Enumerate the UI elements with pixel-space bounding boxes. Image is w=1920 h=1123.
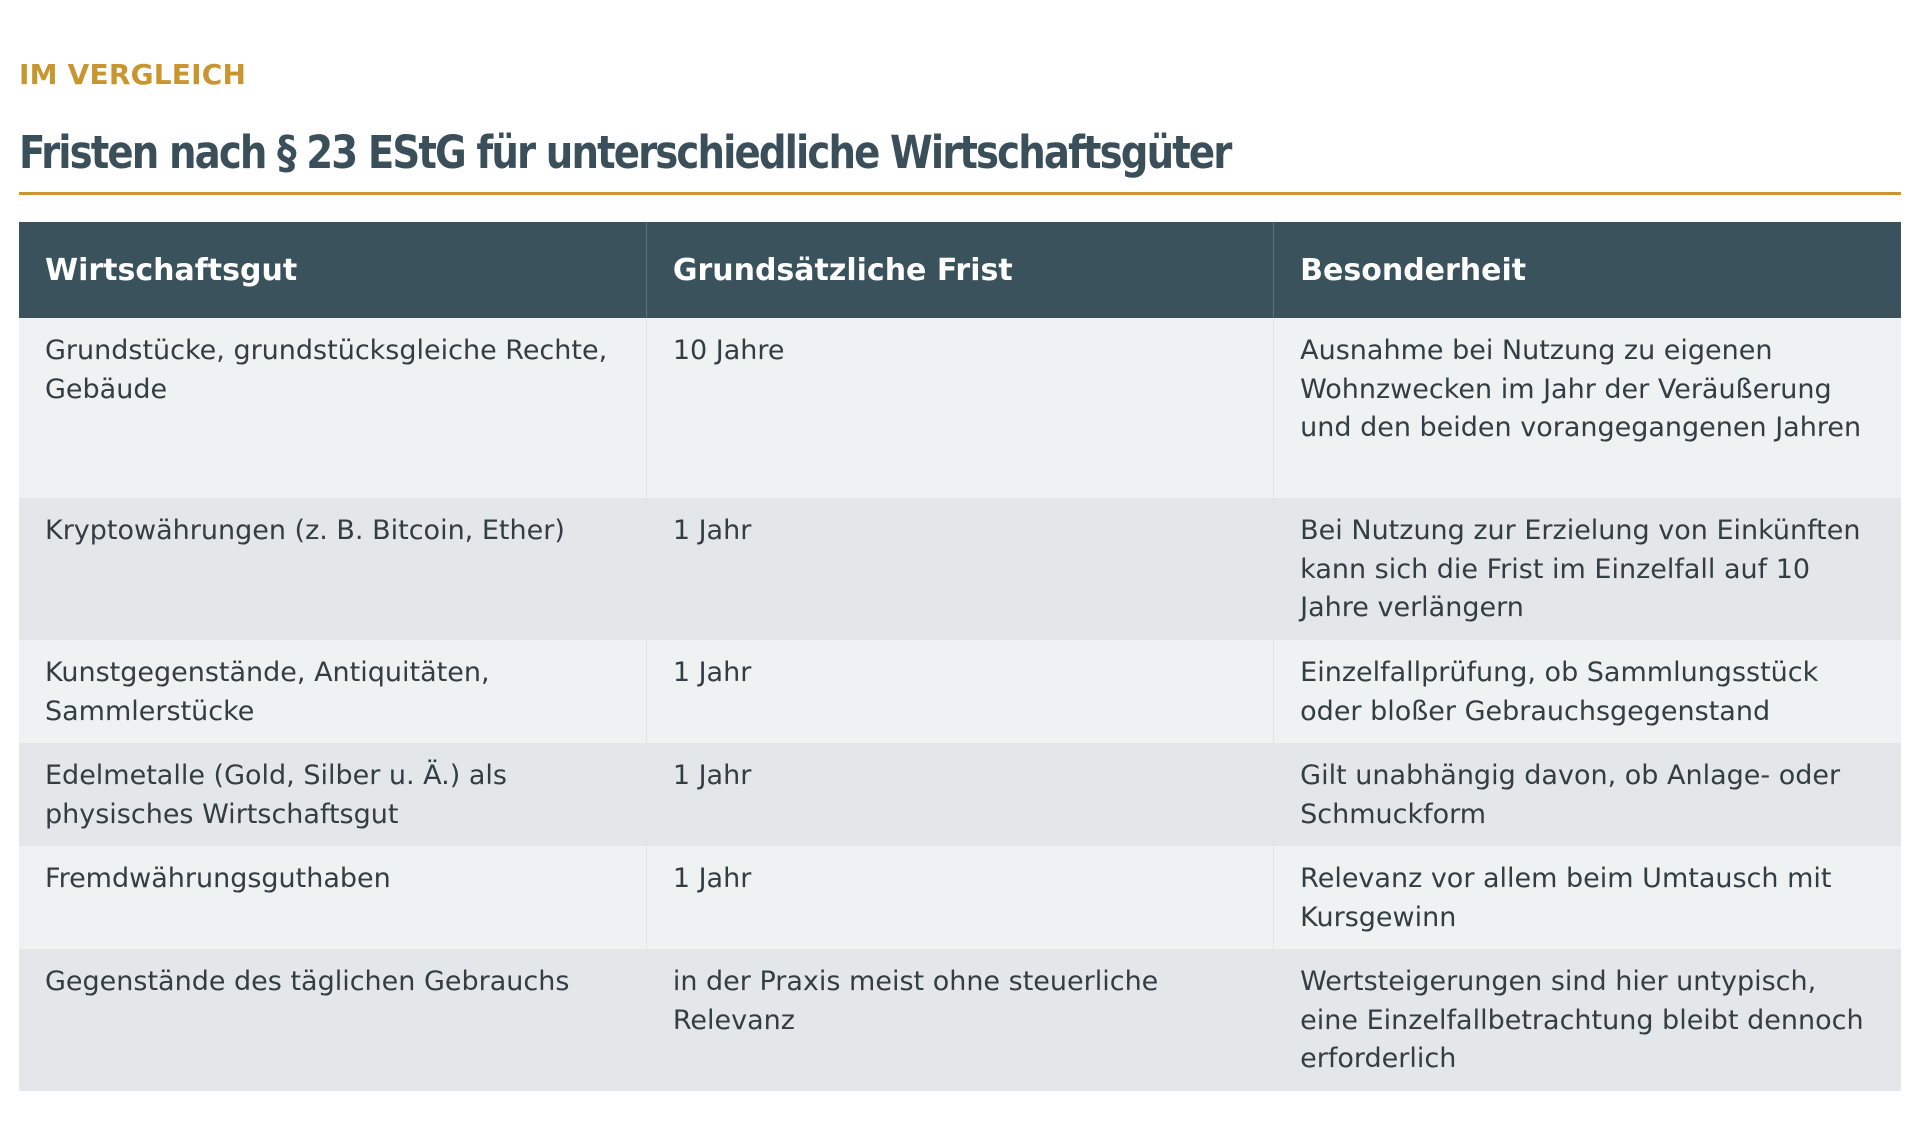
table-row [19, 498, 1901, 640]
cell-wirtschaftsgut: Gegenstände des täglichen Gebrauchs [19, 949, 646, 1091]
cell-frist: in der Praxis meist ohne steuerliche Relevanz [646, 949, 1273, 1091]
column-header-wirtschaftsgut: Wirtschaftsgut [19, 222, 646, 318]
column-header-besonderheit: Besonderheit [1274, 222, 1901, 318]
comparison-table [19, 222, 1901, 1091]
cell-besonderheit: Ausnahme bei Nutzung zu eigenen Wohnzwecken im Jahr der Veräußerung und den beiden vorangegangenen Jahren [1274, 318, 1901, 498]
table-header-row [19, 222, 1901, 318]
cell-frist: 1 Jahr [646, 498, 1273, 640]
table-row [19, 318, 1901, 498]
cell-wirtschaftsgut: Kunstgegenstände, Antiquitäten, Sammlerstücke [19, 640, 646, 743]
column-header-frist: Grundsätzliche Frist [646, 222, 1273, 318]
cell-wirtschaftsgut: Grundstücke, grundstücksgleiche Rechte, Gebäude [19, 318, 646, 498]
cell-besonderheit: Wertsteigerungen sind hier untypisch, eine Einzelfallbetrachtung bleibt dennoch erforderlich [1274, 949, 1901, 1091]
cell-besonderheit: Relevanz vor allem beim Umtausch mit Kursgewinn [1274, 846, 1901, 949]
cell-wirtschaftsgut: Fremdwährungsguthaben [19, 846, 646, 949]
table-row [19, 949, 1901, 1091]
cell-wirtschaftsgut: Kryptowährungen (z. B. Bitcoin, Ether) [19, 498, 646, 640]
cell-besonderheit: Einzelfallprüfung, ob Sammlungsstück oder bloßer Gebrauchsgegenstand [1274, 640, 1901, 743]
cell-besonderheit: Gilt unabhängig davon, ob Anlage- oder Schmuckform [1274, 743, 1901, 846]
cell-frist: 1 Jahr [646, 640, 1273, 743]
section-eyebrow: IM VERGLEICH [19, 58, 247, 91]
table-header [19, 222, 1901, 318]
table-row [19, 846, 1901, 949]
cell-frist: 1 Jahr [646, 743, 1273, 846]
title-underline [19, 192, 1901, 195]
table-row [19, 743, 1901, 846]
cell-wirtschaftsgut: Edelmetalle (Gold, Silber u. Ä.) als physisches Wirtschaftsgut [19, 743, 646, 846]
section-title: Fristen nach § 23 EStG für unterschiedliche Wirtschaftsgüter [19, 126, 1231, 179]
cell-besonderheit: Bei Nutzung zur Erzielung von Einkünften kann sich die Frist im Einzelfall auf 10 Jahre verlängern [1274, 498, 1901, 640]
table-body [19, 318, 1901, 1091]
cell-frist: 1 Jahr [646, 846, 1273, 949]
table-row [19, 640, 1901, 743]
cell-frist: 10 Jahre [646, 318, 1273, 498]
